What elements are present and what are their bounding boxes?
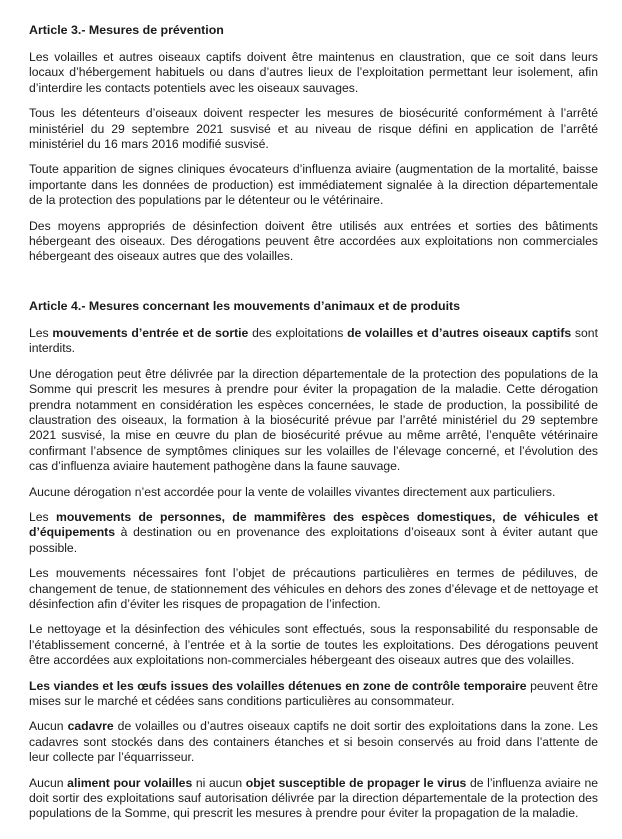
text-run: peuvent être mises sur le marché et cédées sans conditions particulières au consommateur. [29,678,598,708]
bold-text: Les viandes et les œufs issues des volailles détenues en zone de contrôle temporaire [29,678,527,693]
article-3-paragraph-2: Tous les détenteurs d’oiseaux doivent respecter les mesures de biosécurité conformément à l’arrêté ministériel du 29 septembre 2021 susvisé et au niveau de risque défini en application de l’arrêté ministériel du 16 mars 2016 modifié susvisé. [29,106,598,152]
bold-text: objet susceptible de propager le virus [245,775,467,790]
bold-text: mouvements de personnes, de mammifères des espèces domestiques, de véhicules et d’équipements [29,509,598,540]
article-4-paragraph-8 [29,719,598,765]
text-run: Les [29,509,56,524]
article-3-paragraph-1: Les volailles et autres oiseaux captifs doivent être maintenus en claustration, que ce soit dans leurs locaux d’hébergement habituels ou dans d’autres lieux de l’exploitation permettant leur isolement, afin d’interdire les contacts potentiels avec les oiseaux sauvages. [29,50,598,95]
text-run: des exploitations [248,325,348,340]
bold-text: aliment pour volailles [67,775,193,790]
text-run: à destination ou en provenance des exploitations d’oiseaux sont à éviter autant que possible. [29,525,598,555]
article-4-paragraph-7 [29,679,598,710]
article-4-paragraph-4 [29,510,598,556]
text-run: ni aucun [192,775,246,790]
article-4-title: Article 4.- Mesures concernant les mouvements d’animaux et de produits [29,298,461,313]
text-run: Aucun [29,719,68,734]
text-run: Les [29,325,53,340]
article-4-paragraph-2: Une dérogation peut être délivrée par la direction départementale de la protection des populations de la Somme qui prescrit les mesures à prendre pour éviter la propagation de la maladie. Cette dérogation prendra notamment en considération les espèces concernées, le stade de production, la possibilité de claustration des oiseaux, la formation à la biosécurité prévue par l’arrêté ministériel du 29 septembre 2021 susvisé, la mise en œuvre du plan de biosécurité prévue au même arrêté, l’enquête vétérinaire confirmant l’absence de symptômes cliniques sur les volailles de l’élevage concerné, et l’évolution des cas d’influenza aviaire hautement pathogène dans la faune sauvage. [29,366,598,474]
bold-text: mouvements d’entrée et de sortie [52,325,249,340]
article-3-title: Article 3.- Mesures de prévention [29,23,224,37]
text-run: de volailles ou d’autres oiseaux captifs ne doit sortir des exploitations dans la zone. Les cadavres sont stockés dans des containers étanches et si besoin conservés au froid dans l’attente de leur collecte par l’équarrisseur. [29,719,598,765]
text-run: sont interdits. [29,325,598,356]
bold-text: de volailles et d’autres oiseaux captifs [347,325,572,340]
article-4-paragraph-9 [29,776,598,822]
article-4-paragraph-5: Les mouvements nécessaires font l’objet de précautions particulières en termes de pédiluves, de changement de tenue, de stationnement des véhicules en dehors des zones d’élevage et de nettoyage et désinfection afin d’éviter les risques de propagation de l’infection. [29,566,598,611]
article-4-paragraph-3: Aucune dérogation n’est accordée pour la vente de volailles vivantes directement aux particuliers. [29,484,556,499]
article-4-paragraph-1 [29,326,598,357]
article-3-paragraph-4: Des moyens appropriés de désinfection doivent être utilisés aux entrées et sorties des bâtiments hébergeant des oiseaux. Des dérogations peuvent être accordées aux exploitations non commerciales hébergeant des oiseaux autres que des volailles. [29,218,598,264]
article-4-paragraph-6: Le nettoyage et la désinfection des véhicules sont effectués, sous la responsabilité du responsable de l’établissement concerné, à l’entrée et à la sortie de toutes les exploitations. Des dérogations peuvent être accordées aux exploitations non-commerciales hébergeant des oiseaux autres que des volailles. [29,622,598,668]
article-3-paragraph-3: Toute apparition de signes cliniques évocateurs d’influenza aviaire (augmentation de la mortalité, baisse importante dans les données de production) est immédiatement signalée à la direction départementale de la protection des populations par le détenteur ou le vétérinaire. [29,162,598,208]
bold-text: cadavre [67,719,114,734]
text-run: de l’influenza aviaire ne doit sortir des exploitations sauf autorisation délivrée par la direction départementale de la protection des populations de la Somme, qui prescrit les mesures à prendre pour éviter la propagation de la maladie. [29,775,598,821]
document-page [29,22,598,822]
text-run: Aucun [29,775,68,790]
